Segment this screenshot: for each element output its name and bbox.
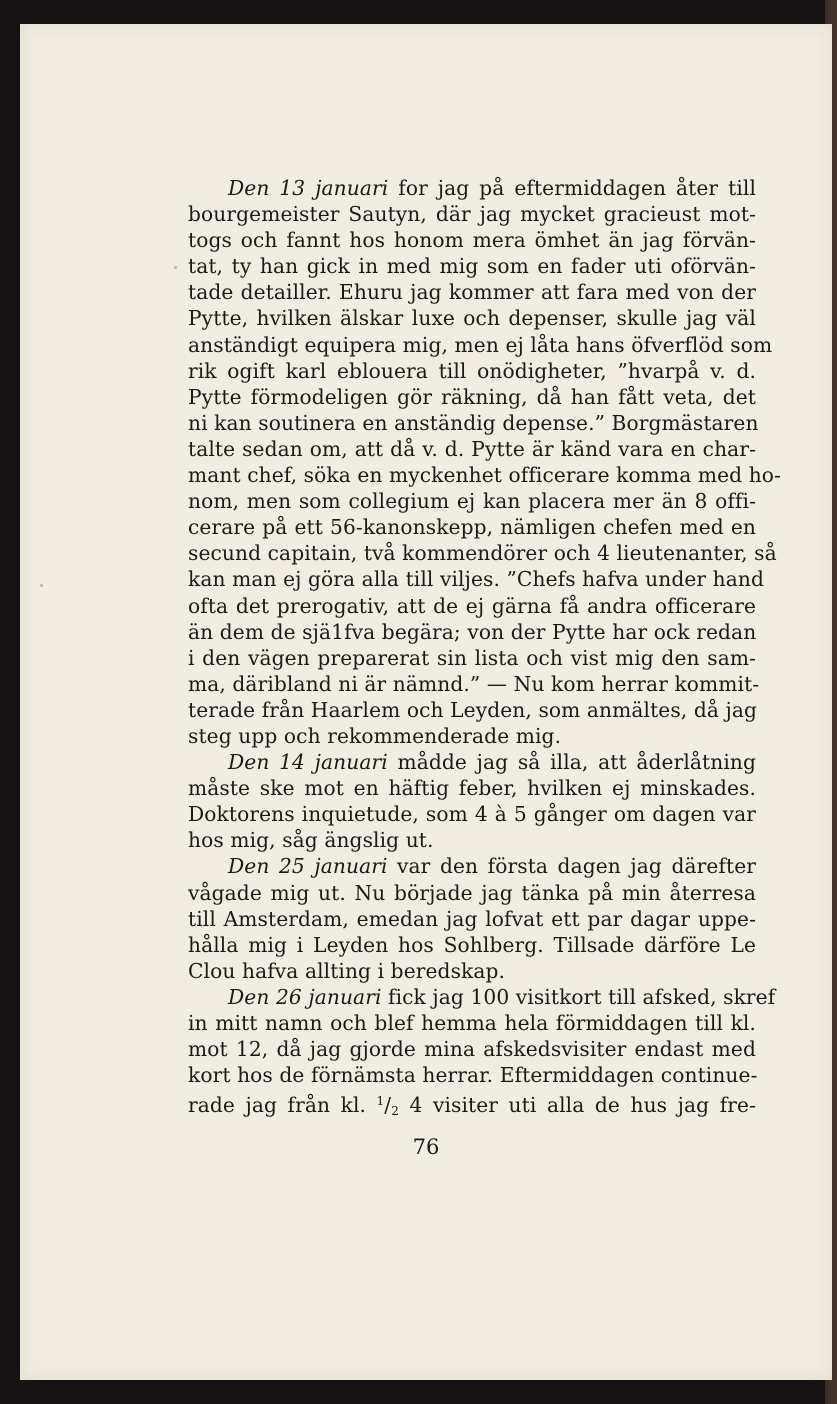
text-line <box>188 1036 756 1062</box>
text-line <box>188 775 756 801</box>
entry-date: Den 13 januari <box>228 176 389 200</box>
text-line <box>188 906 756 932</box>
line-text: 4 visiter uti alla de hus jag fre- <box>398 1093 756 1118</box>
line-text: tat, ty han gick in med mig som en fader uti oförvän- <box>188 254 756 279</box>
line-text: mant chef, söka en myckenhet officerare komma med ho- <box>188 463 781 488</box>
line-text: talte sedan om, att då v. d. Pytte är känd vara en char- <box>188 436 756 461</box>
line-text: anständigt equipera mig, men ej låta hans öfverflöd som <box>188 332 773 357</box>
line-text: togs och fannt hos honom mera ömhet än jag förvän- <box>188 228 756 253</box>
line-text: tade detailler. Ehuru jag kommer att fara med von der <box>188 280 756 305</box>
book-page <box>20 24 832 1380</box>
line-text: mådde jag så illa, att åderlåtning <box>387 750 756 775</box>
text-line <box>188 723 756 749</box>
text-line <box>188 593 756 619</box>
text-line <box>188 253 756 279</box>
line-text: ma, däribland ni är nämnd.” — Nu kom herrar kommit- <box>188 671 760 696</box>
text-line <box>188 671 760 697</box>
line-text: rik ogift karl eblouera till onödigheter, ”hvarpå v. d. <box>188 358 756 383</box>
text-line <box>188 566 765 592</box>
line-text: än dem de sjä1fva begära; von der Pytte har ock redan <box>188 619 757 644</box>
line-text: Clou hafva allting i beredskap. <box>188 958 506 983</box>
line-text: Doktorens inquietude, som 4 à 5 gånger om dagen var <box>188 802 756 827</box>
text-line <box>188 384 756 410</box>
line-text: hos mig, såg ängslig ut. <box>188 828 434 853</box>
text-line <box>188 279 756 305</box>
text-line <box>188 227 756 253</box>
line-text: cerare på ett 56-kanonskepp, nämligen chefen med en <box>188 515 756 540</box>
entry-date: Den 26 januari <box>228 984 382 1009</box>
text-line <box>188 1062 756 1088</box>
text-line <box>188 488 756 514</box>
text-line <box>188 801 756 827</box>
fraction-denominator: 2 <box>391 1104 399 1119</box>
line-text: nom, men som collegium ej kan placera mer än 8 offi- <box>188 489 756 514</box>
line-text: bourgemeister Sautyn, där jag mycket gracieust mot- <box>188 202 756 227</box>
text-line <box>188 201 756 227</box>
text-line <box>188 436 756 462</box>
line-text: fick jag 100 visitkort till afsked, skref <box>381 984 776 1009</box>
line-text: hålla mig i Leyden hos Sohlberg. Tillsade därföre Le <box>188 932 756 957</box>
line-text: kan man ej göra alla till viljes. ”Chefs hafva under hand <box>188 567 765 592</box>
entry-date: Den 14 januari <box>228 750 388 775</box>
text-line <box>188 645 756 671</box>
line-text: till Amsterdam, emedan jag lofvat ett par dagar uppe- <box>188 906 756 931</box>
text-line <box>188 358 756 384</box>
line-text: ofta det prerogativ, att de ej gärna få andra officerare <box>188 593 756 618</box>
paper-speck <box>174 266 177 269</box>
page-number: 76 <box>412 1135 440 1159</box>
fraction: $^1/_2$ <box>376 1093 399 1119</box>
line-text: terade från Haarlem och Leyden, som anmältes, då jag <box>188 697 758 722</box>
line-text: rade jag från kl. <box>188 1093 377 1118</box>
paragraph-start-line <box>188 984 776 1010</box>
line-text: mot 12, då jag gjorde mina afskedsvisiter endast med <box>188 1037 756 1062</box>
line-text: i den vägen preparerat sin lista och vist mig den sam- <box>188 645 756 670</box>
entry-date: Den 25 januari <box>228 854 388 879</box>
fraction-numerator: 1 <box>376 1094 385 1109</box>
line-text: in mitt namn och blef hemma hela förmiddagen till kl. <box>188 1011 756 1035</box>
text-line <box>188 827 756 853</box>
paragraph-start-line <box>188 175 756 201</box>
text-line <box>188 932 756 958</box>
paragraph-start-line <box>188 749 756 775</box>
line-text: secund capitain, två kommendörer och 4 lieutenanter, så <box>188 541 777 566</box>
line-text: Pytte förmodeligen gör räkning, då han fått veta, det <box>188 384 756 409</box>
text-line <box>188 697 756 723</box>
line-text: var den första dagen jag därefter <box>387 854 756 879</box>
line-text: ni kan soutinera en anständig depense.” Borgmästaren <box>188 410 759 435</box>
text-line <box>188 619 756 645</box>
text-line <box>188 880 756 906</box>
line-text: vågade mig ut. Nu började jag tänka på min återresa <box>188 880 756 905</box>
text-line <box>188 514 756 540</box>
text-line <box>188 410 759 436</box>
text-line <box>188 958 756 984</box>
text-line <box>188 1088 756 1119</box>
text-line <box>188 462 781 488</box>
line-text: måste ske mot en häftig feber, hvilken ej minskades. <box>188 776 756 801</box>
text-line <box>188 540 777 566</box>
line-text: for jag på eftermiddagen åter till <box>388 176 757 200</box>
text-line <box>188 305 756 331</box>
line-text: Pytte, hvilken älskar luxe och depenser, skulle jag väl <box>188 306 756 331</box>
line-text: steg upp och rekommenderade mig. <box>188 723 562 748</box>
paragraph-start-line <box>188 853 756 879</box>
text-line <box>188 332 773 358</box>
page-text <box>188 175 781 1119</box>
line-text: kort hos de förnämsta herrar. Eftermiddagen continue- <box>188 1063 758 1088</box>
text-line <box>188 1010 756 1036</box>
paper-speck <box>40 584 43 587</box>
